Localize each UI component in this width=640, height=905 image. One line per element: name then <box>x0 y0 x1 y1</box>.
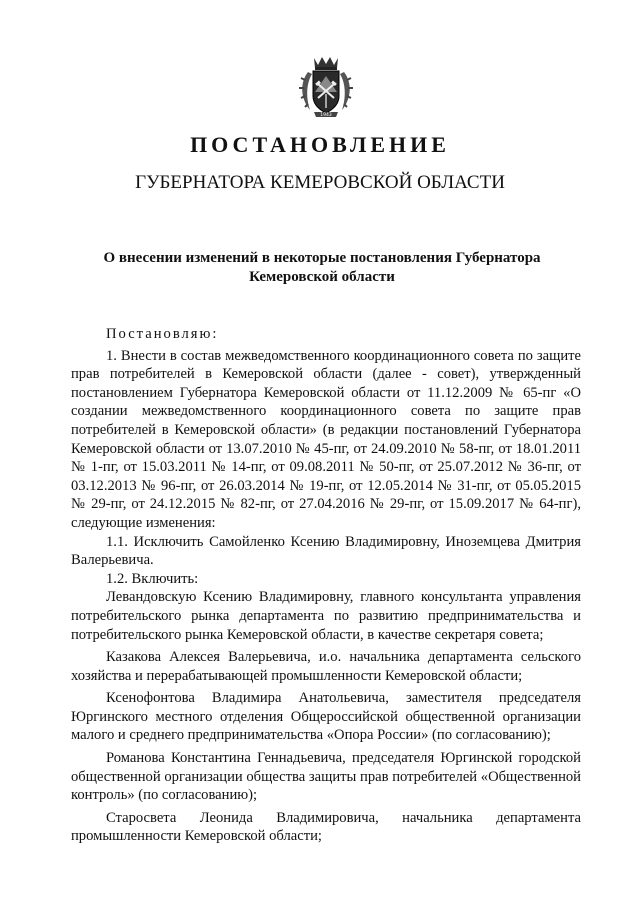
paragraph-1-2: 1.2. Включить: <box>106 570 199 587</box>
member-item: Старосвета Леонида Владимировича, начальника департамента промышленности Кемеровской области; <box>71 809 581 845</box>
paragraph-1-1: 1.1. Исключить Самойленко Ксению Владимировну, Иноземцева Дмитрия Валерьевича. <box>71 533 581 569</box>
document-body <box>71 325 581 846</box>
coat-of-arms-icon <box>296 54 356 120</box>
paragraph-1: 1. Внести в состав межведомственного координационного совета по защите прав потребителей в Кемеровской области (далее - совет), утвержденный постановлением Губернатора Кемеровской области от 11.12.2009 № 65-пг «О создании межведомственного координационного совета по защите прав потребителей в Кемеровской области» (в редакции постановлений Губернатора Кемеровской области от 13.07.2010 № 45-пг, от 24.09.2010 № 58-пг, от 18.01.2011 № 1-пг, от 15.03.2011 № 14-пг, от 09.08.2011 № 50-пг, от 25.07.2012 № 36-пг, от 03.12.2013 № 96-пг, от 26.03.2014 № 19-пг, от 12.05.2014 № 31-пг, от 05.05.2015 № 29-пг, от 24.12.2015 № 82-пг, от 27.04.2016 № 29-пг, от 15.09.2017 № 64-пг), следующие изменения: <box>71 347 581 531</box>
member-item: Казакова Алексея Валерьевича, и.о. начальника департамента сельского хозяйства и перерабатывающей промышленности Кемеровской области; <box>71 649 581 684</box>
issuing-authority: ГУБЕРНАТОРА КЕМЕРОВСКОЙ ОБЛАСТИ <box>135 172 505 193</box>
emblem-year: 1943 <box>320 113 332 118</box>
document-subject <box>100 249 544 287</box>
member-item: Ксенофонтова Владимира Анатольевича, заместителя председателя Юргинского местного отделения Общероссийской общественной организации малого и среднего предпринимательства «Опора России» (по согласованию); <box>71 690 581 744</box>
document-type-title: ПОСТАНОВЛЕНИЕ <box>190 132 450 157</box>
decree-word: Постановляю: <box>106 326 219 342</box>
member-item: Левандовскую Ксению Владимировну, главного консультанта управления потребительского рынка департамента по развитию предпринимательства и потребительского рынка Кемеровской области, в качестве секретаря совета; <box>71 589 581 643</box>
member-item: Романова Константина Геннадьевича, председателя Юргинской городской общественной организации общества защиты прав потребителей «Общественной контроль» (по согласованию); <box>71 750 581 804</box>
subject-line-1: О внесении изменений в некоторые постановления Губернатора <box>103 250 541 266</box>
subject-line-2: Кемеровской области <box>249 269 395 285</box>
